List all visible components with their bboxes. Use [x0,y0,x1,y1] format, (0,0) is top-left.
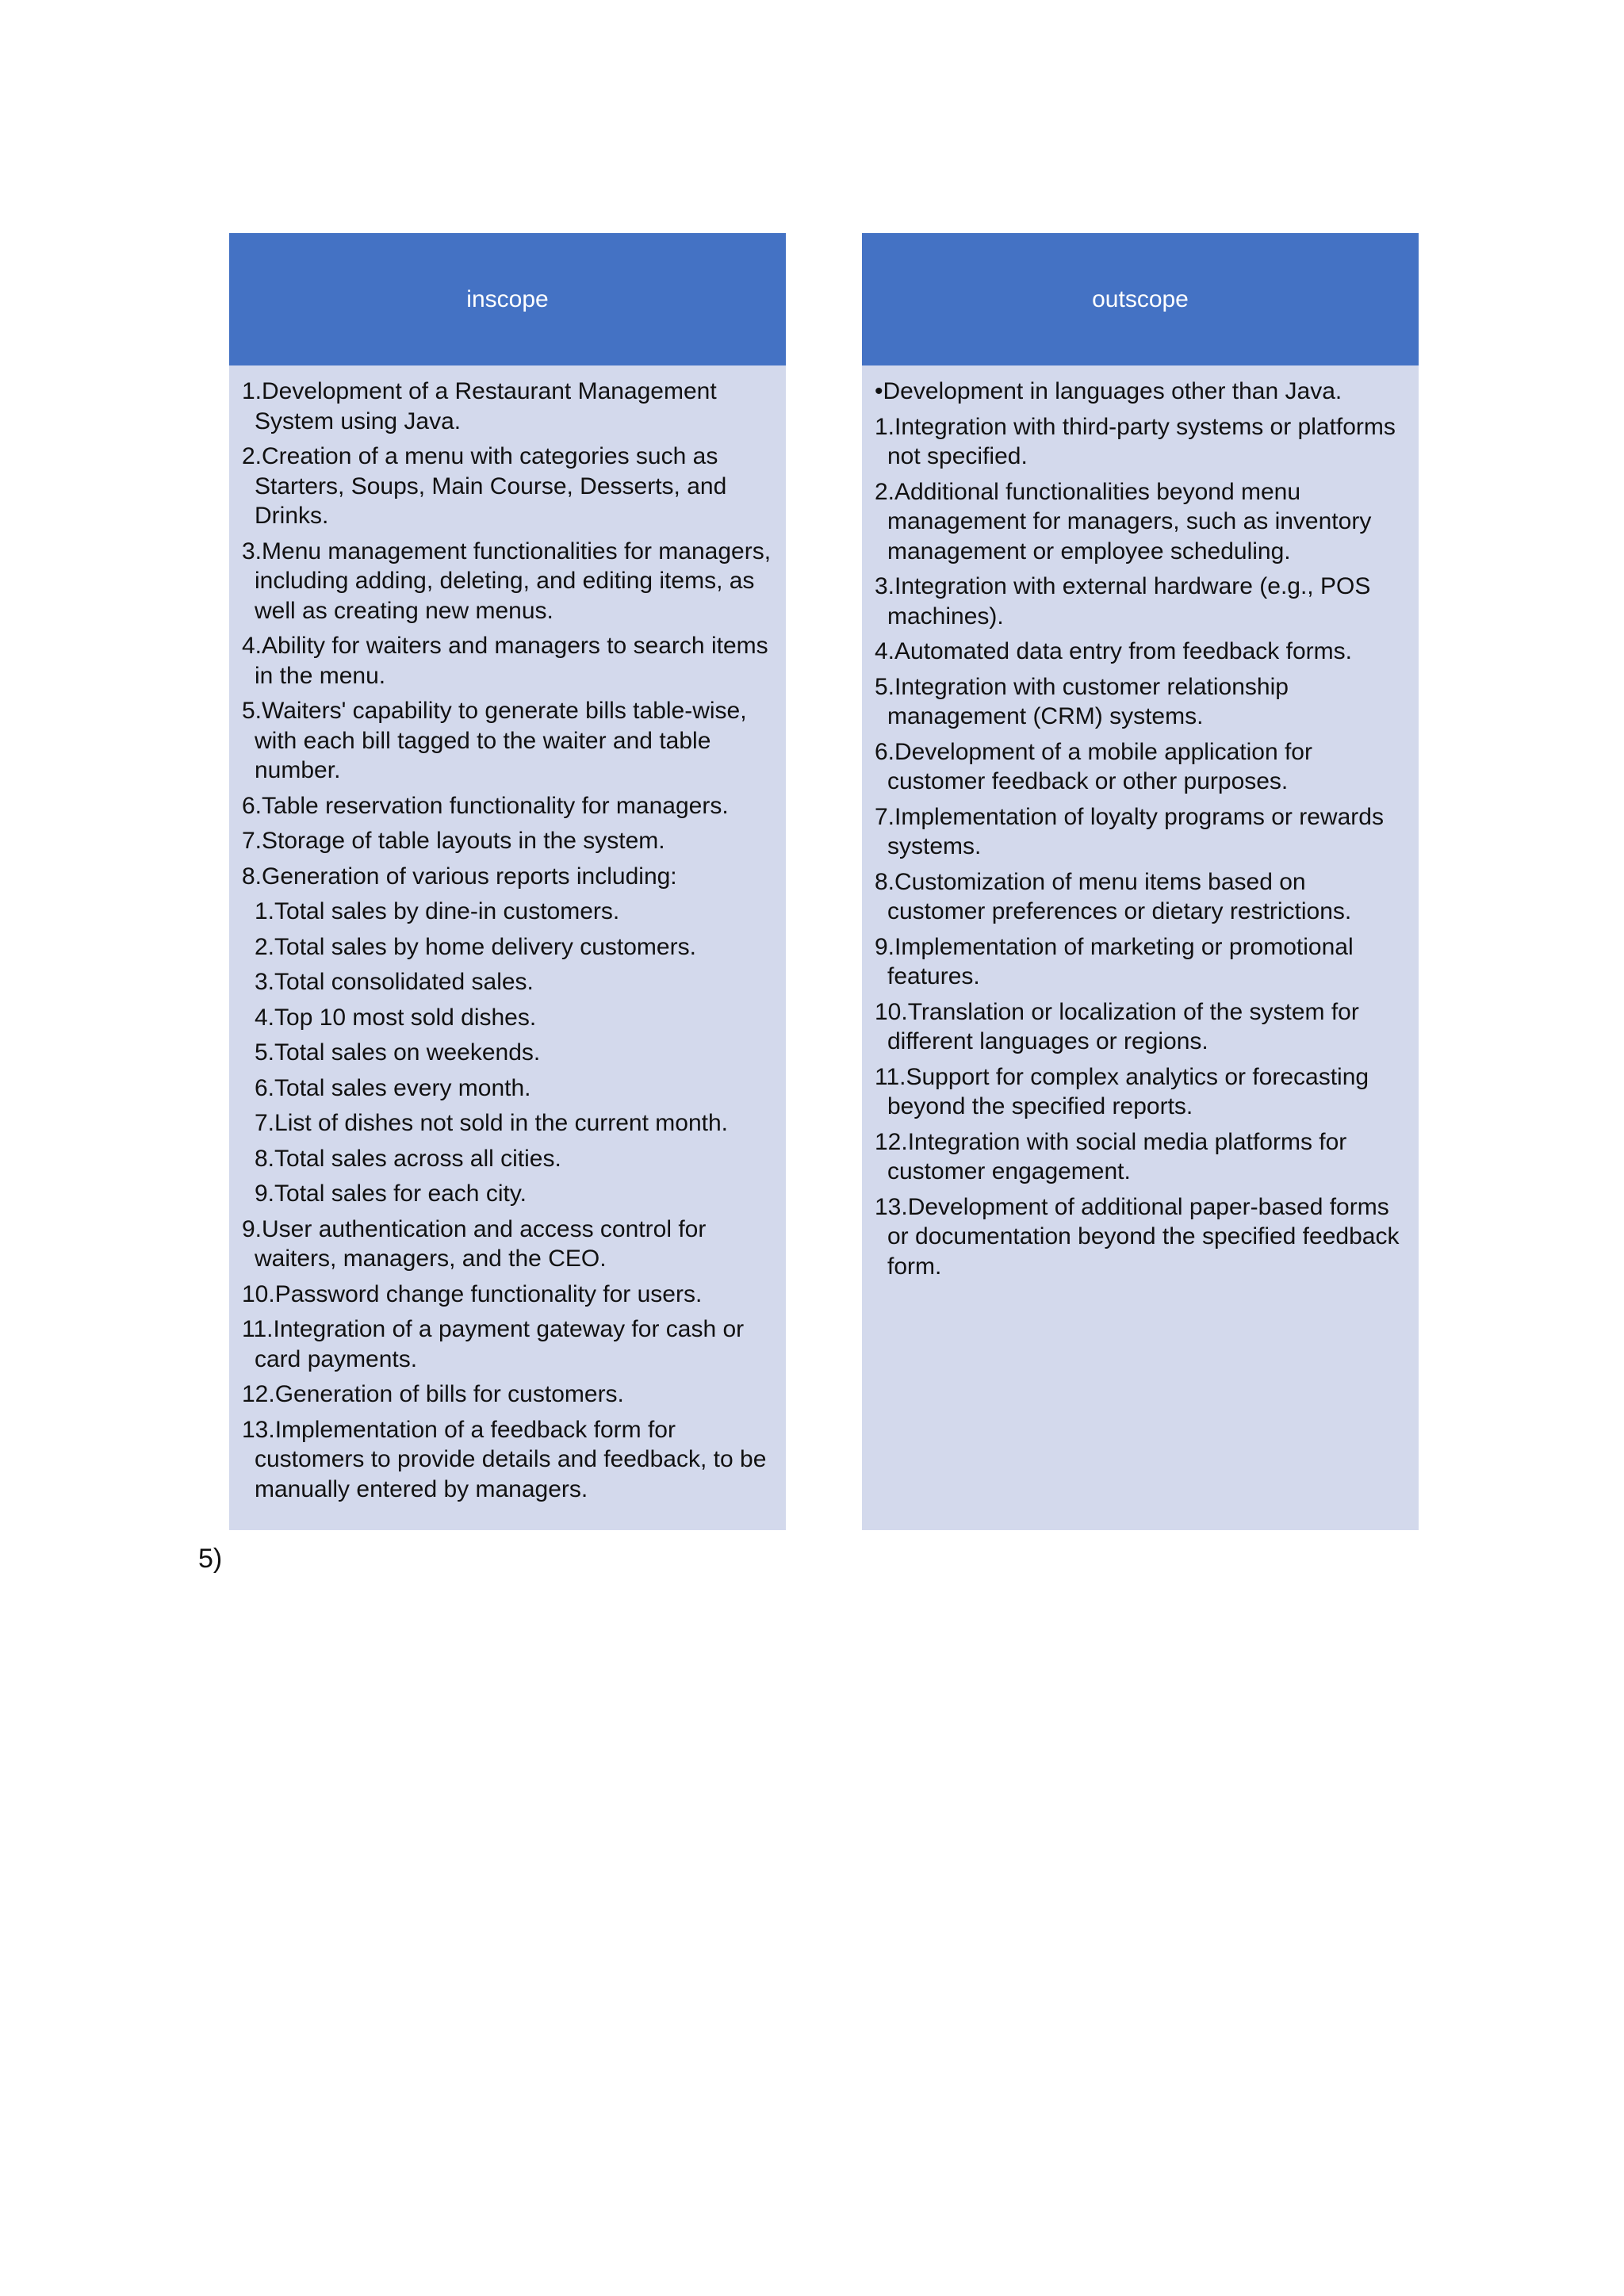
outscope-list-item: 1.Integration with third-party systems or platforms not specified. [875,413,1396,469]
inscope-list-item: 4.Top 10 most sold dishes. [255,1004,537,1031]
inscope-list-item: 13.Implementation of a feedback form for customers to provide details and feedback, to be manually entered by managers. [242,1416,767,1502]
inscope-list-item: 10.Password change functionality for users. [242,1280,703,1307]
inscope-list-item: 6.Total sales every month. [255,1074,531,1101]
outscope-list-item: 8.Customization of menu items based on customer preferences or dietary restrictions. [875,868,1352,924]
inscope-list-item: 7.List of dishes not sold in the current month. [255,1110,728,1136]
outscope-list-item: 9.Implementation of marketing or promotional features. [875,933,1354,989]
outscope-list-item: 7.Implementation of loyalty programs or rewards systems. [875,803,1384,859]
outscope-list-item: 5.Integration with customer relationship management (CRM) systems. [875,673,1289,729]
inscope-list-item: 8.Total sales across all cities. [255,1145,561,1172]
outscope-list-item: 3.Integration with external hardware (e.g., POS machines). [875,573,1371,629]
inscope-list-item: 1.Total sales by dine-in customers. [255,898,620,924]
inscope-list-item: 9.Total sales for each city. [255,1181,527,1207]
inscope-list-item: 8.Generation of various reports including: [242,863,677,890]
outscope-list-item: 2.Additional functionalities beyond menu management for managers, such as inventory management or employee scheduling. [875,478,1372,564]
outscope-column [862,233,1419,1530]
inscope-header: inscope [229,233,786,365]
inscope-list [229,365,786,1504]
inscope-list-item: 1.Development of a Restaurant Management System using Java. [242,378,717,434]
inscope-list-item: 2.Creation of a menu with categories such as Starters, Soups, Main Course, Desserts, and Drinks. [242,443,727,529]
inscope-list-item: 5.Waiters' capability to generate bills table-wise, with each bill tagged to the waiter and table number. [242,698,747,783]
inscope-list-item: 11.Integration of a payment gateway for cash or card payments. [242,1316,745,1372]
inscope-list-item: 12.Generation of bills for customers. [242,1381,624,1407]
inscope-list-item: 9.User authentication and access control for waiters, managers, and the CEO. [242,1215,707,1272]
inscope-list-item: 7.Storage of table layouts in the system. [242,828,665,854]
outscope-header: outscope [862,233,1419,365]
outscope-list-item: 13.Development of additional paper-based forms or documentation beyond the specified feedback form. [875,1193,1400,1280]
outscope-list-item: 10.Translation or localization of the system for different languages or regions. [875,998,1359,1054]
outscope-list [862,365,1419,1281]
outscope-list-item: 4.Automated data entry from feedback forms. [875,638,1352,664]
section-number: 5) [198,1544,223,1574]
inscope-list-item: 6.Table reservation functionality for managers. [242,792,729,819]
inscope-list-item: 3.Menu management functionalities for managers, including adding, deleting, and editing items, as well as creating new menus. [242,538,772,624]
inscope-list-item: 2.Total sales by home delivery customers. [255,933,696,960]
inscope-list-item: 3.Total consolidated sales. [255,969,534,995]
outscope-list-item: •Development in languages other than Java. [875,378,1342,404]
inscope-column [229,233,786,1530]
outscope-list-item: 11.Support for complex analytics or forecasting beyond the specified reports. [875,1063,1369,1119]
inscope-list-item: 4.Ability for waiters and managers to search items in the menu. [242,633,768,689]
outscope-list-item: 6.Development of a mobile application for customer feedback or other purposes. [875,738,1312,794]
outscope-list-item: 12.Integration with social media platforms for customer engagement. [875,1128,1347,1184]
inscope-list-item: 5.Total sales on weekends. [255,1039,541,1066]
